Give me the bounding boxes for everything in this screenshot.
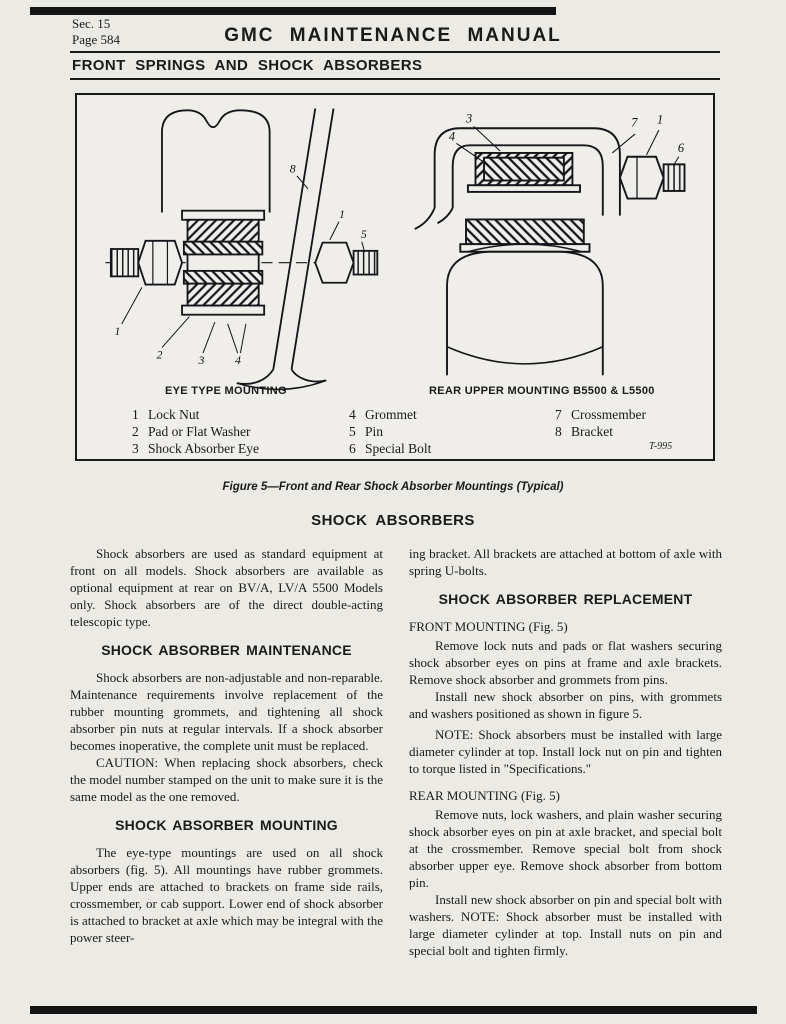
shock-absorber-dome [447, 252, 603, 376]
grommet-upper-core [484, 158, 564, 181]
right-column [409, 545, 722, 959]
paragraph: Remove lock nuts and pads or flat washers securing shock absorber eyes on pins at frame and axle brackets. Remove shock absorber and grommets from pins. [409, 638, 722, 687]
paragraph: Shock absorbers are non-adjustable and non-reparable. Maintenance requirements involve replacement of the rubber mounting grommets, and tightening all shock absorber pin nuts at regular intervals. If a shock absorber becomes inoperative, the complete unit must be replaced. [70, 670, 383, 753]
shock-absorber-body [162, 110, 270, 212]
callout-number: 1 [114, 323, 121, 338]
bracket-flange [438, 208, 453, 223]
grommet-lower [466, 219, 584, 244]
nut-right [315, 243, 353, 283]
legend-number: 8 [555, 424, 562, 439]
heading-shock-absorber-mounting: SHOCK ABSORBER MOUNTING [115, 817, 338, 833]
legend-label: Grommet [365, 407, 417, 422]
special-bolt-head [620, 157, 664, 199]
section-label: Sec. 15 [72, 16, 111, 31]
figure-ref-code: T-995 [649, 441, 673, 452]
legend-label: Pad or Flat Washer [148, 424, 251, 439]
callout-number: 2 [156, 347, 163, 362]
main-section-heading: SHOCK ABSORBERS [311, 512, 475, 529]
washer-top [182, 211, 264, 220]
heading-shock-absorber-maintenance: SHOCK ABSORBER MAINTENANCE [101, 642, 352, 658]
legend-label: Bracket [571, 424, 613, 439]
callout-number: 3 [466, 111, 473, 126]
bracket-strip-edge [289, 108, 334, 369]
heading-shock-absorber-replacement: SHOCK ABSORBER REPLACEMENT [438, 591, 693, 607]
paragraph: Install new shock absorber on pins, with grommets and washers positioned as shown in figure 5. [409, 689, 722, 721]
legend-number: 4 [349, 407, 356, 422]
legend-item [349, 423, 431, 440]
callout-number: 3 [198, 352, 205, 367]
legend-number: 1 [132, 407, 139, 422]
legend-label: Special Bolt [365, 441, 432, 456]
grommet-top [188, 220, 259, 242]
continuation-paragraph: ing bracket. All brackets are attached at bottom of axle with spring U-bolts. [409, 546, 722, 578]
body-columns [70, 545, 722, 959]
washer-lower [460, 244, 589, 252]
legend-item [132, 423, 259, 440]
subheading-front-mounting: FRONT MOUNTING (Fig. 5) [409, 619, 568, 634]
legend-label: Lock Nut [148, 407, 200, 422]
eye-mounting-linework [105, 108, 382, 389]
paragraph: Remove nuts, lock washers, and plain washer securing shock absorber eyes on pin at axle bracket, and special bolt at the crossmember. Remove special bolt from shock absorber upper eye. Remove shock absorber from bottom pin. [409, 807, 722, 890]
caution-paragraph: CAUTION: When replacing shock absorbers, check the model number stamped on the unit to make sure it is the same model as the one removed. [70, 755, 383, 804]
bracket-foot [292, 369, 327, 381]
page-number: Page 584 [72, 32, 121, 47]
legend-item [349, 406, 431, 423]
legend-item [132, 440, 259, 457]
washer-bottom [182, 306, 264, 315]
legend-item [349, 440, 431, 457]
bracket-foot [237, 369, 274, 383]
lock-nut-left [138, 241, 182, 285]
special-bolt-threads [664, 164, 685, 191]
grommet-bottom [188, 284, 259, 306]
paragraph: Shock absorbers are used as standard equipment at front on all models. Shock absorbers are available as optional equipment at rear on BV/A, LV/A 5500 Models only. Shock absorbers are of the direct double-acting telescopic type. [70, 546, 383, 629]
legend-label: Shock Absorber Eye [148, 441, 259, 456]
bracket-flange [415, 208, 435, 229]
pin-end-right [354, 251, 378, 275]
legend-item [555, 423, 646, 440]
callout-number: 7 [631, 115, 638, 130]
note-paragraph: NOTE: Shock absorbers must be installed with large diameter cylinder at top. Install lock nut on pin and tighten to torque listed in "Specifications." [409, 727, 722, 776]
subheading-rear-mounting: REAR MOUNTING (Fig. 5) [409, 788, 560, 803]
callout-number: 1 [656, 112, 664, 127]
callout-number: 4 [448, 129, 456, 144]
callout-number: 4 [234, 352, 241, 367]
threaded-stud-left [111, 249, 138, 276]
eye-section-bottom [184, 271, 262, 284]
figure-legend-column [132, 406, 259, 457]
washer-plate [468, 185, 580, 192]
legend-number: 3 [132, 441, 139, 456]
bottom-rule-bar [30, 1006, 757, 1014]
legend-item [132, 406, 259, 423]
callout-number: 1 [338, 206, 345, 221]
pin-section [188, 254, 259, 270]
callout-number: 6 [677, 141, 685, 155]
legend-number: 2 [132, 424, 139, 439]
paragraph: Install new shock absorber on pin and special bolt with washers. NOTE: Shock absorber must be installed with large diameter cylinder at top. Install nuts on pin and special bolt and tighten firmly. [409, 892, 722, 958]
left-column [70, 545, 383, 959]
rear-upper-mounting-diagram [409, 109, 694, 385]
paragraph: The eye-type mountings are used on all shock absorbers (fig. 5). All mountings have rubber grommets. Upper ends are attached to brackets on frame side rails, crossmember, or cab support. Lower end of shock absorber is attached to bracket at axle which may be integral with the power steer- [70, 845, 383, 945]
rear-mounting-linework [415, 128, 685, 375]
legend-number: 7 [555, 407, 562, 422]
eye-section-top [184, 242, 262, 255]
eye-type-mounting-diagram [95, 103, 395, 395]
chapter-title: FRONT SPRINGS AND SHOCK ABSORBERS [72, 57, 423, 74]
left-drawing-label: EYE TYPE MOUNTING [165, 385, 287, 397]
chapter-rule [70, 78, 720, 80]
legend-item [555, 406, 646, 423]
manual-title: GMC MAINTENANCE MANUAL [224, 25, 562, 46]
callout-number: 5 [360, 227, 367, 242]
legend-label: Crossmember [571, 407, 646, 422]
legend-number: 5 [349, 424, 356, 439]
legend-number: 6 [349, 441, 356, 456]
header-rule [70, 51, 720, 53]
callout-number: 8 [289, 161, 296, 176]
figure-5-box [75, 93, 715, 461]
figure-legend-column [349, 406, 431, 457]
figure-legend-column [555, 406, 646, 440]
legend-label: Pin [365, 424, 384, 439]
top-rule-bar [30, 7, 556, 15]
bracket-strip-edge [273, 108, 315, 369]
right-drawing-label: REAR UPPER MOUNTING B5500 & L5500 [429, 385, 655, 397]
figure-caption: Figure 5—Front and Rear Shock Absorber Mountings (Typical) [222, 481, 564, 493]
